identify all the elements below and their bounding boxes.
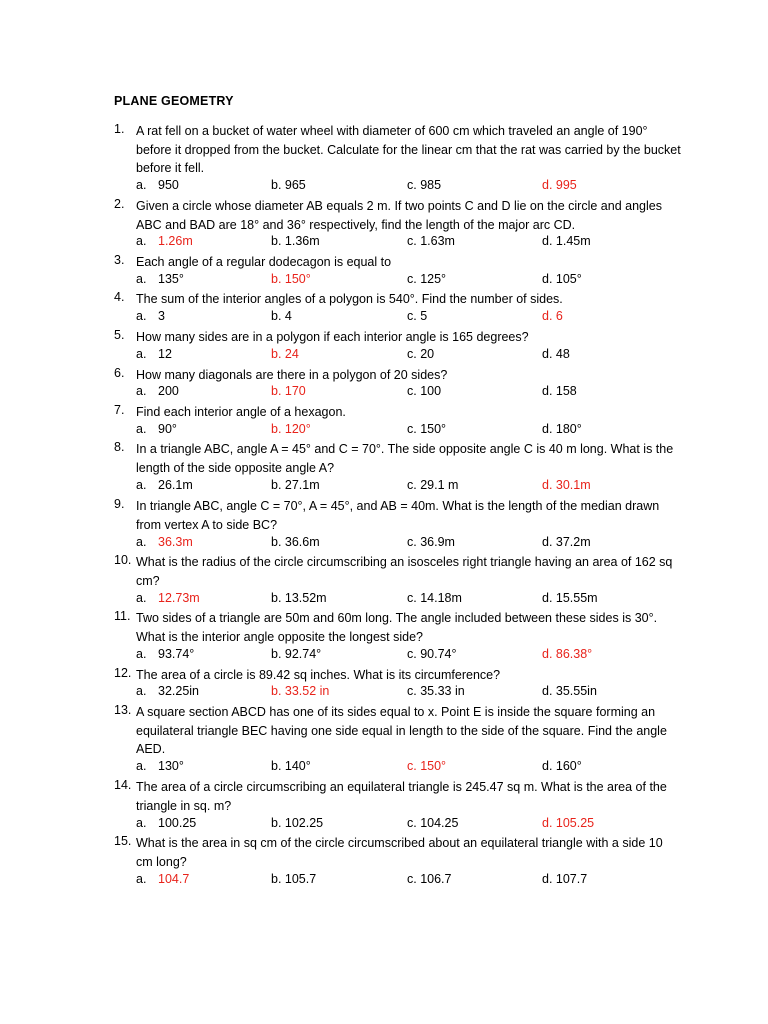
question-text: How many diagonals are there in a polygon of 20 sides?: [136, 368, 448, 382]
question-text: What is the area in sq cm of the circle circumscribed about an equilateral triangle with a side 10 cm long?: [136, 836, 663, 869]
choices-row: [0, 272, 768, 290]
choice-b: b. 13.52m: [271, 591, 327, 605]
choice-c: c. 104.25: [407, 816, 459, 830]
choice-c: c. 106.7: [407, 872, 452, 886]
choice-a: 3: [158, 309, 165, 323]
choice-c: c. 35.33 in: [407, 684, 465, 698]
question-text: A square section ABCD has one of its sides equal to x. Point E is inside the square forming an equilateral triangle BEC having one side equal in length to the side of the square. Find the angle AED.: [136, 705, 667, 757]
question-text: How many sides are in a polygon if each interior angle is 165 degrees?: [136, 330, 529, 344]
choice-c: c. 100: [407, 384, 442, 398]
question-number: 1.: [114, 122, 125, 136]
choice-a-letter: a.: [136, 872, 147, 886]
question-number: 5.: [114, 328, 125, 342]
question-text: In a triangle ABC, angle A = 45° and C = 70°. The side opposite angle C is 40 m long. What is the length of the side opposite angle A?: [136, 442, 674, 475]
choice-c: c. 150°: [407, 759, 447, 773]
choice-d: d. 107.7: [542, 872, 588, 886]
choice-d: d. 37.2m: [542, 535, 591, 549]
choice-d: d. 6: [542, 309, 563, 323]
choice-b: b. 33.52 in: [271, 684, 330, 698]
choice-d: d. 180°: [542, 422, 582, 436]
choice-b: b. 120°: [271, 422, 311, 436]
question-text: The area of a circle is 89.42 sq inches. What is its circumference?: [136, 668, 501, 682]
choice-c: c. 14.18m: [407, 591, 462, 605]
choice-a: 36.3m: [158, 535, 193, 549]
choice-a: 12.73m: [158, 591, 200, 605]
choices-row: [0, 647, 768, 665]
choice-b: b. 150°: [271, 272, 311, 286]
choice-a: 200: [158, 384, 179, 398]
choice-d: d. 105°: [542, 272, 582, 286]
question-number: 3.: [114, 253, 125, 267]
question-number: 11.: [114, 609, 131, 623]
choice-d: d. 86.38°: [542, 647, 593, 661]
choice-a-letter: a.: [136, 535, 147, 549]
question-text: In triangle ABC, angle C = 70°, A = 45°, and AB = 40m. What is the length of the median drawn from vertex A to side BC?: [136, 499, 660, 532]
choice-c: c. 1.63m: [407, 234, 455, 248]
question-number: 9.: [114, 497, 125, 511]
choice-a: 93.74°: [158, 647, 195, 661]
page-title: PLANE GEOMETRY: [114, 94, 234, 108]
question-text: The area of a circle circumscribing an equilateral triangle is 245.47 sq m. What is the area of the triangle in sq. m?: [136, 780, 667, 813]
question-number: 13.: [114, 703, 132, 717]
choice-c: c. 90.74°: [407, 647, 457, 661]
choice-c: c. 20: [407, 347, 435, 361]
question-number: 14.: [114, 778, 132, 792]
choice-a-letter: a.: [136, 272, 147, 286]
choices-row: [0, 684, 768, 702]
choice-d: d. 995: [542, 178, 577, 192]
question-text: What is the radius of the circle circumscribing an isosceles right triangle having an area of 162 sq cm?: [136, 555, 673, 588]
choice-b: b. 965: [271, 178, 306, 192]
choice-b: b. 27.1m: [271, 478, 320, 492]
choice-b: b. 92.74°: [271, 647, 322, 661]
choice-a: 135°: [158, 272, 184, 286]
choices-row: [0, 347, 768, 365]
question-text: Each angle of a regular dodecagon is equal to: [136, 255, 392, 269]
choice-a: 950: [158, 178, 179, 192]
question-text: Two sides of a triangle are 50m and 60m long. The angle included between these sides is 30°. What is the interior angle opposite the longest side?: [136, 611, 658, 644]
choice-a-letter: a.: [136, 384, 147, 398]
choices-row: [0, 384, 768, 402]
choice-b: b. 4: [271, 309, 292, 323]
choice-a-letter: a.: [136, 347, 147, 361]
choices-row: [0, 816, 768, 834]
choice-b: b. 36.6m: [271, 535, 320, 549]
choices-row: [0, 478, 768, 496]
choice-d: d. 1.45m: [542, 234, 591, 248]
choice-a-letter: a.: [136, 309, 147, 323]
choice-d: d. 158: [542, 384, 577, 398]
choice-c: c. 29.1 m: [407, 478, 459, 492]
choice-a: 104.7: [158, 872, 190, 886]
choice-d: d. 15.55m: [542, 591, 598, 605]
choice-d: d. 105.25: [542, 816, 595, 830]
choices-row: [0, 535, 768, 553]
choices-row: [0, 234, 768, 252]
choice-c: c. 125°: [407, 272, 447, 286]
question-number: 10.: [114, 553, 132, 567]
choice-a-letter: a.: [136, 759, 147, 773]
question-text: Given a circle whose diameter AB equals 2 m. If two points C and D lie on the circle and angles ABC and BAD are 18° and 36° respectively, find the length of the major arc CD.: [136, 199, 662, 232]
choice-b: b. 24: [271, 347, 299, 361]
choice-a: 130°: [158, 759, 184, 773]
choice-a-letter: a.: [136, 234, 147, 248]
choice-c: c. 150°: [407, 422, 447, 436]
choice-b: b. 105.7: [271, 872, 317, 886]
question-number: 2.: [114, 197, 125, 211]
question-number: 15.: [114, 834, 132, 848]
choice-b: b. 102.25: [271, 816, 324, 830]
choices-row: [0, 872, 768, 890]
choice-d: d. 48: [542, 347, 570, 361]
choice-d: d. 30.1m: [542, 478, 591, 492]
choices-row: [0, 422, 768, 440]
question-text: A rat fell on a bucket of water wheel with diameter of 600 cm which traveled an angle of 190° before it dropped from the bucket. Calculate for the linear cm that the rat was carried by the bucket before it fell.: [136, 124, 681, 176]
choice-c: c. 5: [407, 309, 428, 323]
choice-a-letter: a.: [136, 591, 147, 605]
question-number: 4.: [114, 290, 125, 304]
choice-a: 1.26m: [158, 234, 193, 248]
choice-a-letter: a.: [136, 478, 147, 492]
choice-a-letter: a.: [136, 816, 147, 830]
choices-row: [0, 178, 768, 196]
choice-a-letter: a.: [136, 178, 147, 192]
choice-a-letter: a.: [136, 647, 147, 661]
choices-row: [0, 309, 768, 327]
choice-a-letter: a.: [136, 422, 147, 436]
choice-a: 90°: [158, 422, 177, 436]
choice-c: c. 36.9m: [407, 535, 455, 549]
choice-a: 32.25in: [158, 684, 200, 698]
choice-a: 100.25: [158, 816, 197, 830]
question-number: 6.: [114, 366, 125, 380]
question-number: 12.: [114, 666, 132, 680]
choices-row: [0, 759, 768, 777]
choice-c: c. 985: [407, 178, 442, 192]
choice-d: d. 35.55in: [542, 684, 597, 698]
choice-a: 26.1m: [158, 478, 193, 492]
choice-b: b. 140°: [271, 759, 311, 773]
choice-a-letter: a.: [136, 684, 147, 698]
choice-a: 12: [158, 347, 172, 361]
question-number: 8.: [114, 440, 125, 454]
choice-b: b. 170: [271, 384, 306, 398]
choice-d: d. 160°: [542, 759, 582, 773]
question-text: The sum of the interior angles of a polygon is 540°. Find the number of sides.: [136, 292, 563, 306]
question-number: 7.: [114, 403, 125, 417]
choices-row: [0, 591, 768, 609]
choice-b: b. 1.36m: [271, 234, 320, 248]
question-text: Find each interior angle of a hexagon.: [136, 405, 346, 419]
